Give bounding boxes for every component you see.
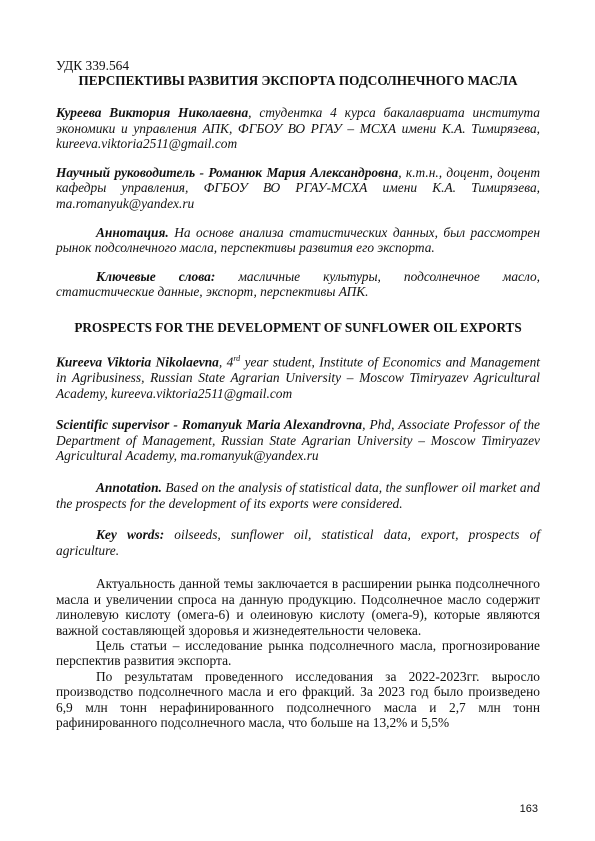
author-en-details-pre: , 4 [218, 354, 234, 370]
author-en-name: Kureeva Viktoria Nikolaevna [56, 354, 219, 370]
article-page [56, 58, 540, 730]
annotation-en [56, 480, 540, 511]
page-number: 163 [519, 803, 538, 815]
keywords-ru-label: Ключевые слова: [96, 268, 216, 284]
body-paragraph: По результатам проведенного исследования за 2022-2023гг. выросло производство подсолнечного масла и его фракций. За 2023 год было произведено 6,9 млн тонн нерафинированного подсолнечного масла и 2,7 млн тонн рафинированного подсолнечного масла, что больше на 13,2% и 5,5% [56, 668, 540, 730]
udk-code: УДК 339.564 [56, 58, 130, 73]
author-en-sup: rd [233, 353, 241, 363]
author-ru-name: Куреева Виктория Николаевна [56, 105, 249, 120]
supervisor-ru [56, 165, 540, 212]
author-en-details-post: year student, Institute of Economics and Management in Agribusiness, Russian State Agrarian University – Moscow Timiryazev Agricultural Academy, kureeva.viktoria2511@gmail.com [56, 354, 540, 401]
keywords-ru [56, 269, 540, 300]
keywords-ru-text: масличные культуры, подсолнечное масло, статистические данные, экспорт, перспективы АПК. [56, 268, 541, 300]
supervisor-ru-details: , к.т.н., доцент, доцент кафедры управления, ФГБОУ ВО РГАУ-МСХА имени К.А. Тимирязева, ma.romanyuk@yandex.ru [56, 164, 540, 211]
annotation-ru-text: На основе анализа статистических данных, был рассмотрен рынок подсолнечного масла, перспективы развития его экспорта. [56, 224, 540, 256]
keywords-en-label: Key words: [96, 527, 165, 543]
author-en [56, 351, 540, 401]
supervisor-en-name: Scientific supervisor - Romanyuk Maria Alexandrovna [56, 417, 363, 433]
supervisor-en [56, 417, 540, 464]
annotation-en-text: Based on the analysis of statistical data, the sunflower oil market and the prospects for the development of its exports were considered. [56, 479, 540, 511]
author-ru [56, 105, 540, 152]
article-title-ru: ПЕРСПЕКТИВЫ РАЗВИТИЯ ЭКСПОРТА ПОДСОЛНЕЧНОГО МАСЛА [78, 73, 518, 88]
body-paragraph: Цель статьи – исследование рынка подсолнечного масла, прогнозирование перспектив развития экспорта. [56, 637, 540, 669]
supervisor-ru-name: Научный руководитель - Романюк Мария Александровна [56, 164, 399, 180]
annotation-ru [56, 225, 540, 256]
keywords-en [56, 527, 540, 558]
annotation-en-label: Annotation. [96, 479, 162, 495]
keywords-en-text: oilseeds, sunflower oil, statistical data, export, prospects of agriculture. [56, 527, 540, 558]
article-body [56, 576, 540, 730]
article-title-en: PROSPECTS FOR THE DEVELOPMENT OF SUNFLOWER OIL EXPORTS [74, 319, 522, 335]
annotation-ru-label: Аннотация. [96, 224, 169, 240]
supervisor-en-details: , Phd, Associate Professor of the Department of Management, Russian State Agrarian University – Moscow Timiryazev Agricultural Academy, ma.romanyuk@yandex.ru [56, 417, 540, 464]
author-ru-details: , студентка 4 курса бакалавриата института экономики и управления АПК, ФГБОУ ВО РГАУ – МСХА имени К.А. Тимирязева, kureeva.viktoria2511@gmail.com [56, 105, 540, 152]
body-paragraph: Актуальность данной темы заключается в расширении рынка подсолнечного масла и увеличении спроса на данную продукцию. Подсолнечное масло содержит линолевую кислоту (омега-6) и олеиновую кислоту (омега-9), которые являются важной составляющей здоровья и жизнедеятельности человека. [56, 576, 540, 638]
